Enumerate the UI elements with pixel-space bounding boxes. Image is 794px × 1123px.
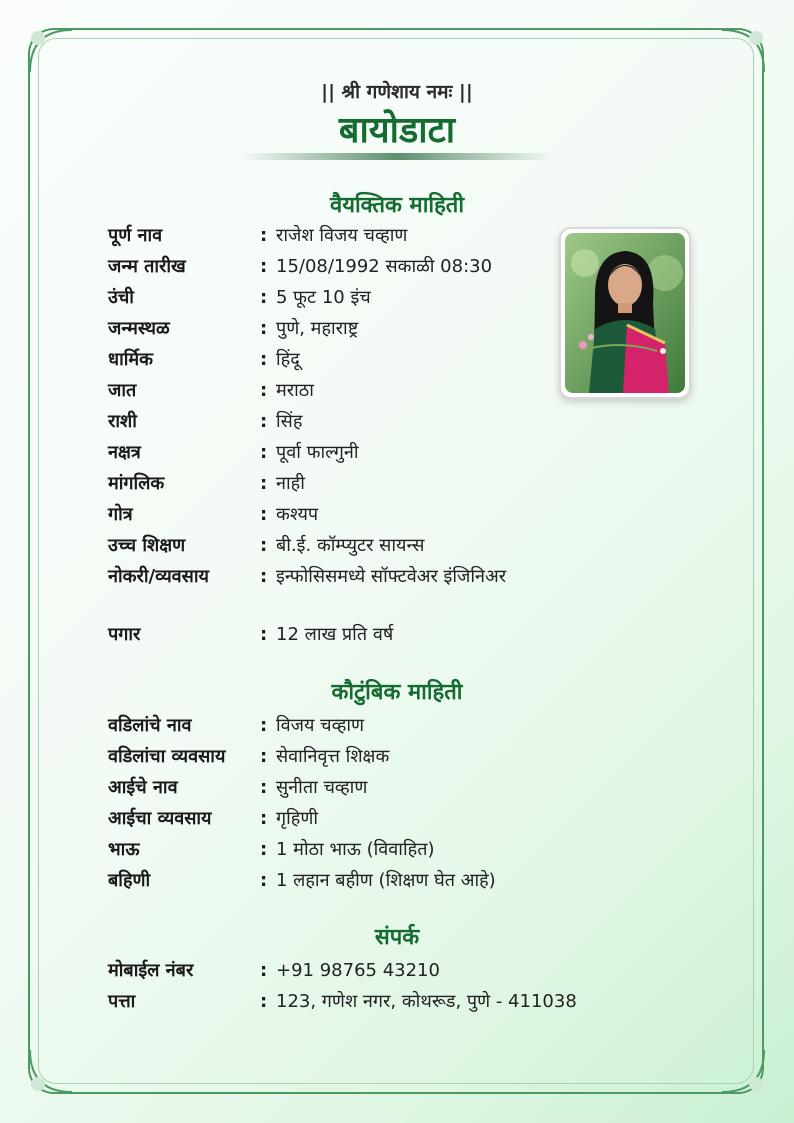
separator: : (260, 777, 268, 798)
profile-photo (559, 227, 691, 399)
info-value: पुणे, महाराष्ट्र (276, 318, 359, 339)
separator: : (260, 411, 268, 432)
separator: : (260, 225, 268, 246)
family-info-list (108, 714, 576, 900)
separator: : (260, 870, 268, 891)
info-value: 15/08/1992 सकाळी 08:30 (276, 256, 493, 277)
personal-section-heading: वैयक्तिक माहिती (329, 193, 465, 218)
info-row (108, 776, 576, 807)
info-row (108, 255, 536, 286)
info-value: इन्फोसिसमध्ये सॉफ्टवेअर इंजिनिअर (276, 566, 507, 587)
separator: : (260, 256, 268, 277)
info-label: वडिलांचा व्यवसाय (108, 746, 226, 767)
page-title: बायोडाटा (338, 110, 456, 151)
separator: : (260, 473, 268, 494)
separator: : (260, 746, 268, 767)
info-label: उच्च शिक्षण (108, 535, 186, 556)
separator: : (260, 960, 268, 981)
info-row (108, 565, 536, 623)
info-row (108, 807, 576, 838)
info-label: पगार (108, 624, 141, 645)
info-row (108, 379, 536, 410)
info-row (108, 286, 536, 317)
shloka-heading: || श्री गणेशाय नमः || (321, 81, 473, 103)
info-label: मांगलिक (108, 473, 165, 494)
separator: : (260, 318, 268, 339)
info-row (108, 224, 536, 255)
info-value: 1 मोठा भाऊ (विवाहित) (276, 839, 435, 860)
corner-ornament-icon (28, 1050, 72, 1094)
separator: : (260, 287, 268, 308)
info-value: बी.ई. कॉम्प्युटर सायन्स (276, 535, 425, 556)
info-value: पूर्वा फाल्गुनी (276, 442, 359, 463)
separator: : (260, 349, 268, 370)
info-row (108, 869, 576, 900)
info-value: हिंदू (276, 349, 300, 370)
info-row (108, 959, 696, 990)
info-label: राशी (108, 411, 137, 432)
info-label: नक्षत्र (108, 442, 141, 463)
info-value: सुनीता चव्हाण (276, 777, 368, 798)
info-row (108, 623, 536, 654)
info-label: पूर्ण नाव (108, 225, 163, 246)
info-value: नाही (276, 473, 305, 494)
title-underline (240, 153, 554, 160)
portrait-image-icon (565, 233, 685, 393)
info-row (108, 472, 536, 503)
separator: : (260, 808, 268, 829)
info-value: 5 फूट 10 इंच (276, 287, 371, 308)
info-label: जन्म तारीख (108, 256, 186, 277)
separator: : (260, 991, 268, 1012)
info-label: पत्ता (108, 991, 136, 1012)
info-value: 12 लाख प्रति वर्ष (276, 624, 394, 645)
info-row (108, 317, 536, 348)
info-label: जन्मस्थळ (108, 318, 170, 339)
personal-info-list (108, 224, 536, 654)
info-row (108, 990, 696, 1021)
corner-ornament-icon (722, 1050, 766, 1094)
separator: : (260, 715, 268, 736)
info-label: गोत्र (108, 504, 133, 525)
separator: : (260, 535, 268, 556)
info-value: सिंह (276, 411, 303, 432)
corner-ornament-icon (28, 28, 72, 72)
info-value: गृहिणी (276, 808, 319, 829)
info-row (108, 348, 536, 379)
info-label: बहिणी (108, 870, 151, 891)
contact-section-heading: संपर्क (374, 925, 420, 950)
info-label: मोबाईल नंबर (108, 960, 194, 981)
separator: : (260, 566, 268, 587)
info-row (108, 534, 536, 565)
info-value: राजेश विजय चव्हाण (276, 225, 408, 246)
info-value: 1 लहान बहीण (शिक्षण घेत आहे) (276, 870, 496, 891)
info-value: 123, गणेश नगर, कोथरूड, पुणे - 411038 (276, 991, 577, 1012)
info-row (108, 714, 576, 745)
info-label: नोकरी/व्यवसाय (108, 566, 209, 587)
corner-ornament-icon (722, 28, 766, 72)
info-row (108, 410, 536, 441)
info-label: भाऊ (108, 839, 140, 860)
info-label: आईचा व्यवसाय (108, 808, 212, 829)
family-section-heading: कौटुंबिक माहिती (331, 680, 463, 705)
info-row (108, 745, 576, 776)
separator: : (260, 504, 268, 525)
separator: : (260, 624, 268, 645)
separator: : (260, 442, 268, 463)
info-label: वडिलांचे नाव (108, 715, 192, 736)
info-value: कश्यप (276, 504, 319, 525)
info-value: विजय चव्हाण (276, 715, 365, 736)
separator: : (260, 839, 268, 860)
info-row (108, 441, 536, 472)
info-value: सेवानिवृत्त शिक्षक (276, 746, 390, 767)
info-label: आईचे नाव (108, 777, 178, 798)
info-label: उंची (108, 287, 134, 308)
info-value: मराठा (276, 380, 314, 401)
contact-info-list (108, 959, 696, 1021)
info-value: +91 98765 43210 (276, 960, 440, 981)
info-label: धार्मिक (108, 349, 153, 370)
info-row (108, 503, 536, 534)
info-label: जात (108, 380, 137, 401)
separator: : (260, 380, 268, 401)
info-row (108, 838, 576, 869)
